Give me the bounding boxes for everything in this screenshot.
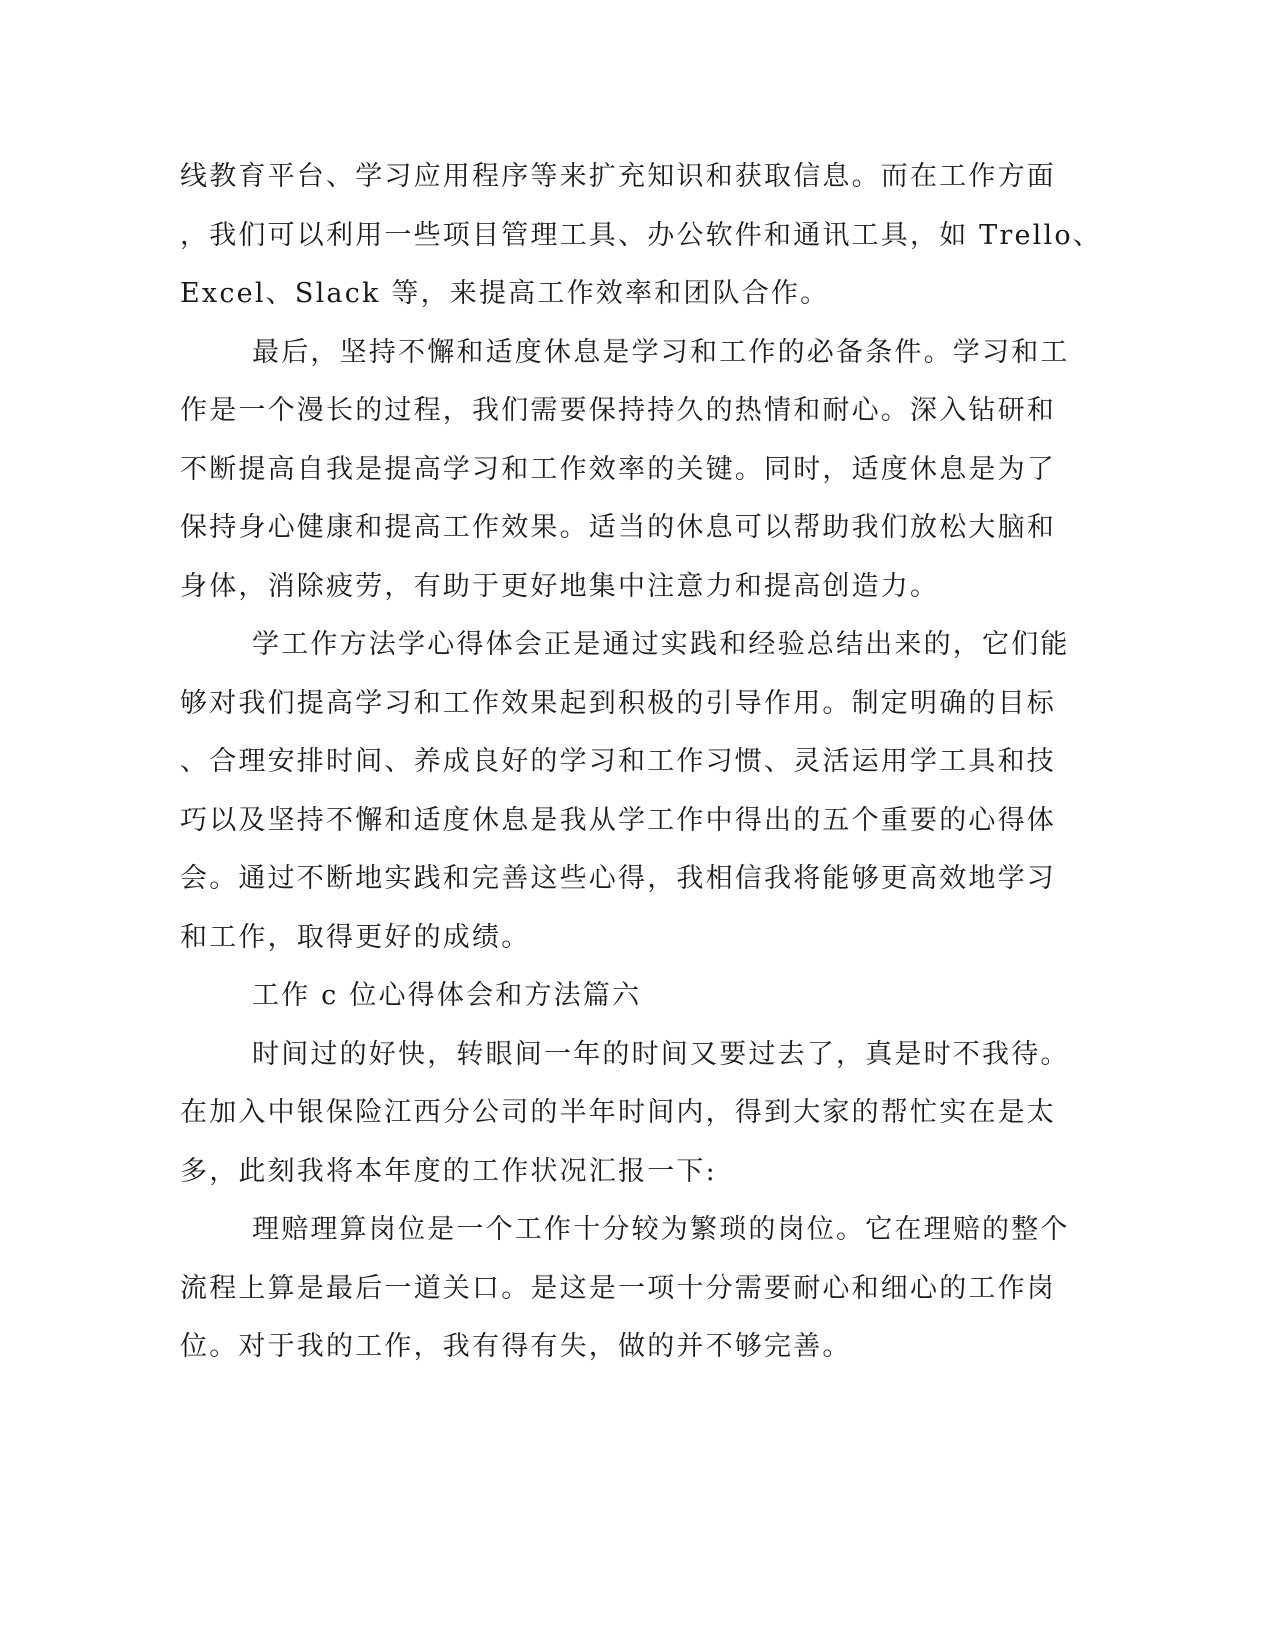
paragraph-first-line: 最后，坚持不懈和适度休息是学习和工作的必备条件。学习和工: [252, 336, 1070, 368]
text-line: 作是一个漫长的过程，我们需要保持持久的热情和耐心。深入钻研和: [180, 395, 1056, 426]
text-line: 不断提高自我是提高学习和工作效率的关键。同时，适度休息是为了: [180, 453, 1056, 485]
text-line: 保持身心健康和提高工作效果。适当的休息可以帮助我们放松大脑和: [180, 512, 1056, 543]
text-line: 和工作，取得更好的成绩。: [180, 921, 531, 953]
paragraph-first-line: 理赔理算岗位是一个工作十分较为繁琐的岗位。它在理赔的整个: [252, 1214, 1070, 1245]
paragraph-first-line: 学工作方法学心得体会正是通过实践和经验总结出来的，它们能: [252, 629, 1070, 660]
text-line: 身体，消除疲劳，有助于更好地集中注意力和提高创造力。: [180, 570, 940, 602]
text-line: 会。通过不断地实践和完善这些心得，我相信我将能够更高效地学习: [180, 863, 1056, 894]
paragraph-first-line: 时间过的好快，转眼间一年的时间又要过去了，真是时不我待。: [252, 1038, 1070, 1070]
document-body: [180, 148, 1103, 1377]
text-line: 够对我们提高学习和工作效果起到积极的引导作用。制定明确的目标: [180, 687, 1056, 719]
text-line: 巧以及坚持不懈和适度休息是我从学工作中得出的五个重要的心得体: [180, 804, 1056, 836]
text-line: 位。对于我的工作，我有得有失，做的并不够完善。: [180, 1331, 852, 1362]
text-line: 流程上算是最后一道关口。是这是一项十分需要耐心和细心的工作岗: [180, 1272, 1056, 1304]
text-line: 线教育平台、学习应用程序等来扩充知识和获取信息。而在工作方面: [180, 161, 1056, 192]
text-line: Excel、Slack 等，来提高工作效率和团队合作。: [180, 278, 830, 309]
text-line: 在加入中银保险江西分公司的半年时间内，得到大家的帮忙实在是太: [180, 1097, 1056, 1128]
text-line: 、合理安排时间、养成良好的学习和工作习惯、灵活运用学工具和技: [180, 746, 1056, 777]
section-heading: 工作 c 位心得体会和方法篇六: [252, 980, 642, 1011]
text-line: 多，此刻我将本年度的工作状况汇报一下:: [180, 1155, 717, 1187]
text-line: ，我们可以利用一些项目管理工具、办公软件和通讯工具，如 Trello、: [180, 219, 1103, 251]
